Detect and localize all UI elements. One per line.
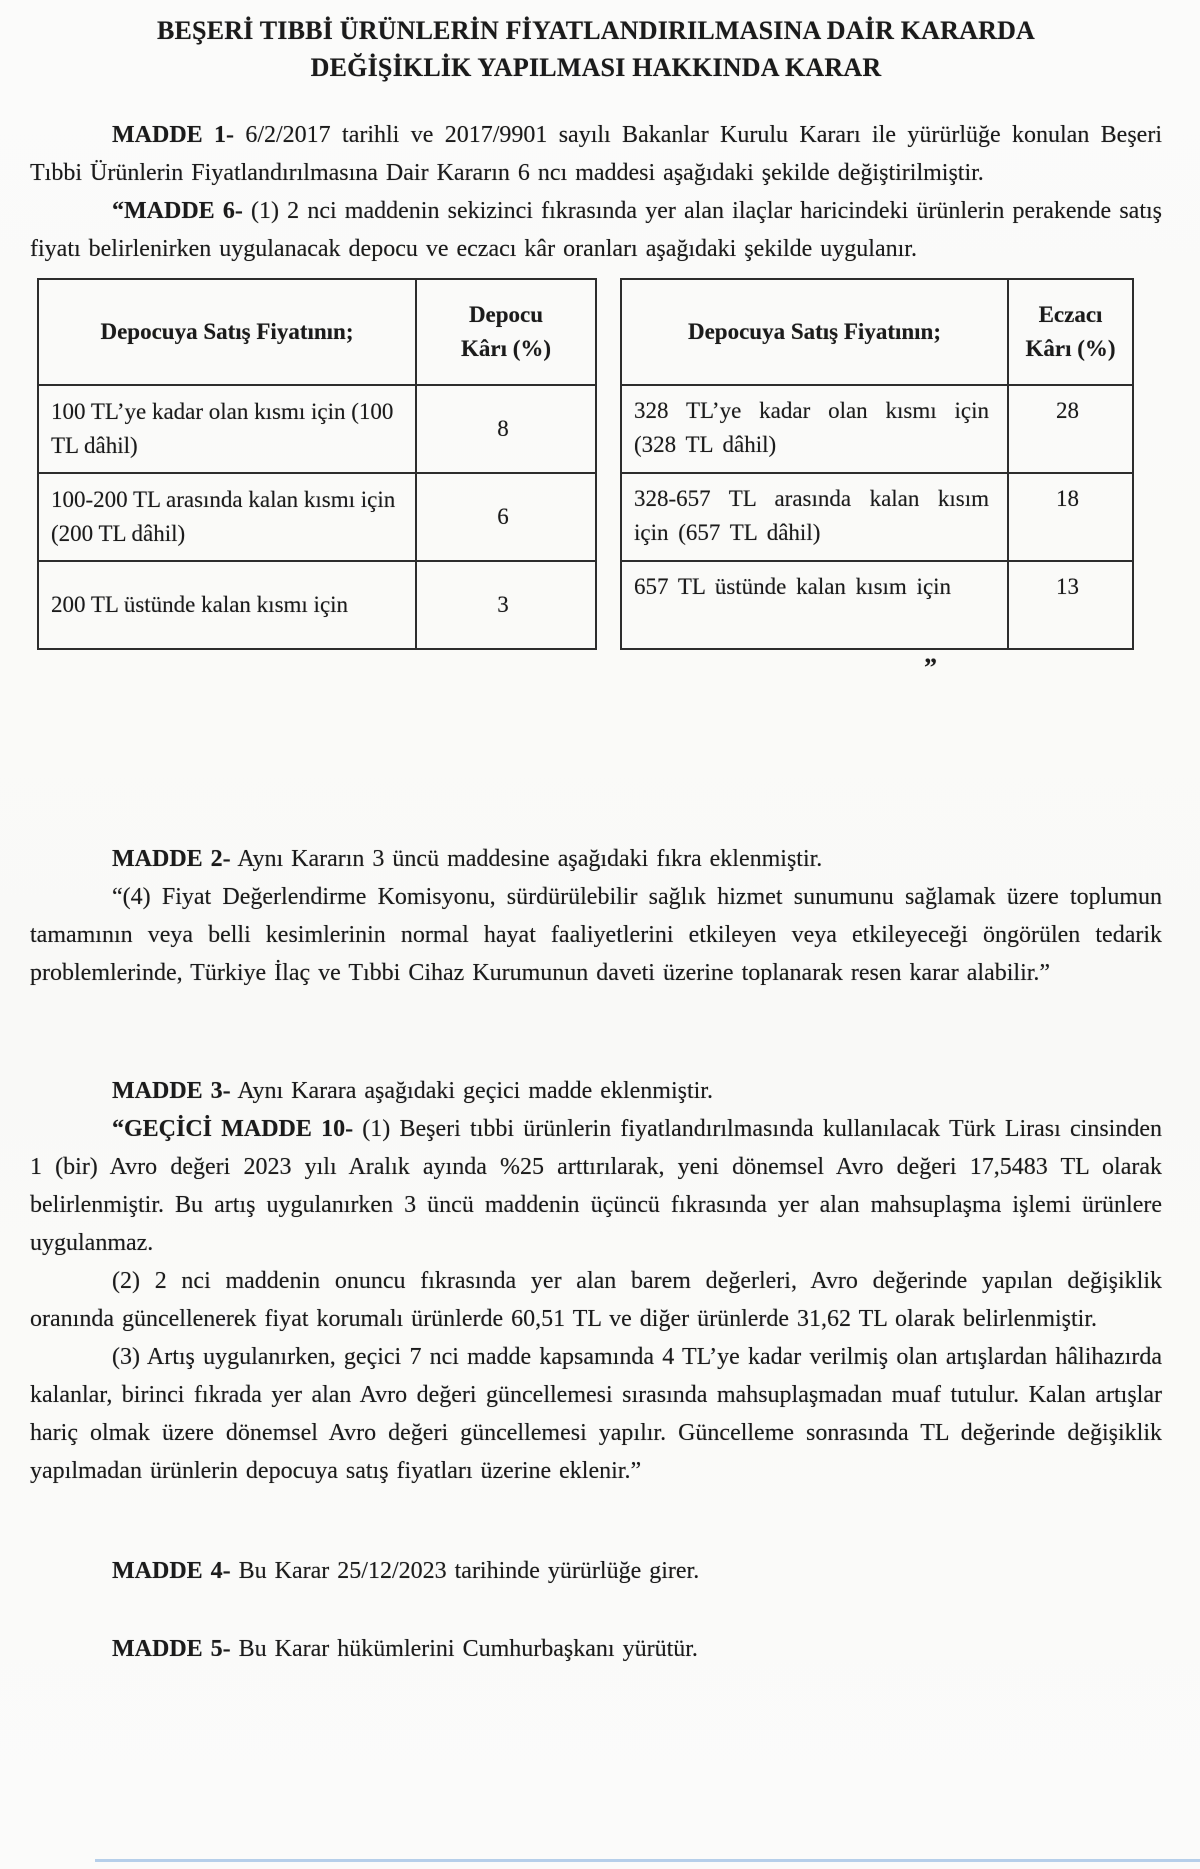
gecici-madde-10-text: (1) Beşeri tıbbi ürünlerin fiyatlandırılmasında kullanılacak Türk Lirası cinsinden 1 (bir) Avro değeri 2023 yılı Aralık ayında %25 arttırılarak, yeni dönemsel Avro değeri 17,5483 TL olarak belirlenmiştir. Bu artış uygulanırken 3 üncü maddenin üçüncü fıkrasında yer alan mahsuplaşma işlemi ürünlere uygulanmaz. [30, 1116, 1162, 1256]
madde-5-label: MADDE 5- [112, 1636, 231, 1662]
right-row-1-value: 28 [1008, 385, 1133, 473]
left-row-1-value: 8 [416, 385, 596, 473]
left-row-3-value: 3 [416, 561, 596, 649]
right-row-1-label: 328 TL’ye kadar olan kısmı için (328 TL dâhil) [621, 385, 1008, 473]
title-line-2: DEĞİŞİKLİK YAPILMASI HAKKINDA KARAR [310, 53, 882, 82]
paragraph-fikra-2 [30, 1262, 1162, 1338]
right-row-2-label: 328-657 TL arasında kalan kısım için (657 TL dâhil) [621, 473, 1008, 561]
table-header-row [621, 279, 1133, 385]
document-title [30, 12, 1162, 86]
table-row [621, 473, 1133, 561]
paragraph-madde-5 [30, 1630, 1162, 1668]
paragraph-fikra-4 [30, 878, 1162, 992]
fikra-4-text: “(4) Fiyat Değerlendirme Komisyonu, sürdürülebilir sağlık hizmet sunumunu sağlamak üzere toplumun tamamının veya belli kesimlerinin normal hayat faaliyetlerini etkileyen veya etkileyeceği öngörülen tedarik problemlerinde, Türkiye İlaç ve Tıbbi Cihaz Kurumunun daveti üzerine toplanarak resen karar alabilir.” [30, 884, 1162, 986]
left-row-3-label: 200 TL üstünde kalan kısmı için [38, 561, 416, 649]
madde-1-label: MADDE 1- [112, 122, 234, 148]
right-table-rate-header: Eczacı Kârı (%) [1008, 279, 1133, 385]
madde-4-label: MADDE 4- [112, 1558, 231, 1584]
left-row-2-value: 6 [416, 473, 596, 561]
madde-6-text: (1) 2 nci maddenin sekizinci fıkrasında yer alan ilaçlar haricindeki ürünlerin perakende satış fiyatı belirlenirken uygulanacak depocu ve eczacı kâr oranları aşağıdaki şekilde uygulanır. [30, 198, 1162, 262]
gecici-madde-10-label: “GEÇİCİ MADDE 10- [112, 1116, 354, 1142]
madde-1-text: 6/2/2017 tarihli ve 2017/9901 sayılı Bakanlar Kurulu Kararı ile yürürlüğe konulan Beşeri Tıbbi Ürünlerin Fiyatlandırılmasına Dair Kararın 6 ncı maddesi aşağıdaki şekilde değiştirilmiştir. [30, 122, 1162, 186]
paragraph-madde-2 [30, 840, 1162, 878]
scan-artifact-line [95, 1859, 1200, 1862]
paragraph-madde-1 [30, 116, 1162, 192]
paragraph-gecici-madde-10 [30, 1110, 1162, 1262]
eczaci-kari-table [620, 278, 1134, 650]
madde-4-text: Bu Karar 25/12/2023 tarihinde yürürlüğe girer. [230, 1558, 700, 1584]
left-row-1-label: 100 TL’ye kadar olan kısmı için (100 TL dâhil) [38, 385, 416, 473]
left-table-price-header: Depocuya Satış Fiyatının; [38, 279, 416, 385]
paragraph-fikra-3 [30, 1338, 1162, 1490]
fikra-3-text: (3) Artış uygulanırken, geçici 7 nci madde kapsamında 4 TL’ye kadar verilmiş olan artışlardan hâlihazırda kalanlar, birinci fıkrada yer alan Avro değeri güncellemesi sırasında mahsuplaşmadan muaf tutulur. Kalan artışlar hariç olmak üzere dönemsel Avro değeri güncellemesi yapılır. Güncelleme sonrasında TL değerinde değişiklik yapılmadan ürünlerin depocuya satış fiyatları üzerine eklenir.” [30, 1344, 1162, 1484]
right-row-3-label: 657 TL üstünde kalan kısım için [621, 561, 1008, 649]
profit-rate-tables [30, 278, 1162, 650]
depocu-kari-table [37, 278, 597, 650]
right-table-price-header: Depocuya Satış Fiyatının; [621, 279, 1008, 385]
paragraph-madde-3 [30, 1072, 1162, 1110]
table-row [38, 561, 596, 649]
title-line-1: BEŞERİ TIBBİ ÜRÜNLERİN FİYATLANDIRILMASINA DAİR KARARDA [156, 16, 1036, 45]
madde-3-text: Aynı Karara aşağıdaki geçici madde eklenmiştir. [230, 1078, 713, 1104]
madde-6-label: “MADDE 6- [112, 198, 243, 224]
madde-5-text: Bu Karar hükümlerini Cumhurbaşkanı yürütür. [230, 1636, 698, 1662]
table-row [621, 385, 1133, 473]
quote-close-mark: ” [924, 653, 937, 682]
paragraph-madde-4 [30, 1552, 1162, 1590]
table-row [38, 385, 596, 473]
madde-2-text: Aynı Kararın 3 üncü maddesine aşağıdaki fıkra eklenmiştir. [230, 846, 823, 872]
table-header-row [38, 279, 596, 385]
right-row-3-value: 13 [1008, 561, 1133, 649]
left-table-rate-header: Depocu Kârı (%) [416, 279, 596, 385]
fikra-2-text: (2) 2 nci maddenin onuncu fıkrasında yer alan barem değerleri, Avro değerinde yapılan değişiklik oranında güncellenerek fiyat korumalı ürünlerde 60,51 TL ve diğer ürünlerde 31,62 TL olarak belirlenmiştir. [30, 1268, 1162, 1332]
table-row [38, 473, 596, 561]
madde-3-label: MADDE 3- [112, 1078, 231, 1104]
madde-2-label: MADDE 2- [112, 846, 231, 872]
right-row-2-value: 18 [1008, 473, 1133, 561]
left-row-2-label: 100-200 TL arasında kalan kısmı için (200 TL dâhil) [38, 473, 416, 561]
table-row [621, 561, 1133, 649]
paragraph-madde-6 [30, 192, 1162, 268]
